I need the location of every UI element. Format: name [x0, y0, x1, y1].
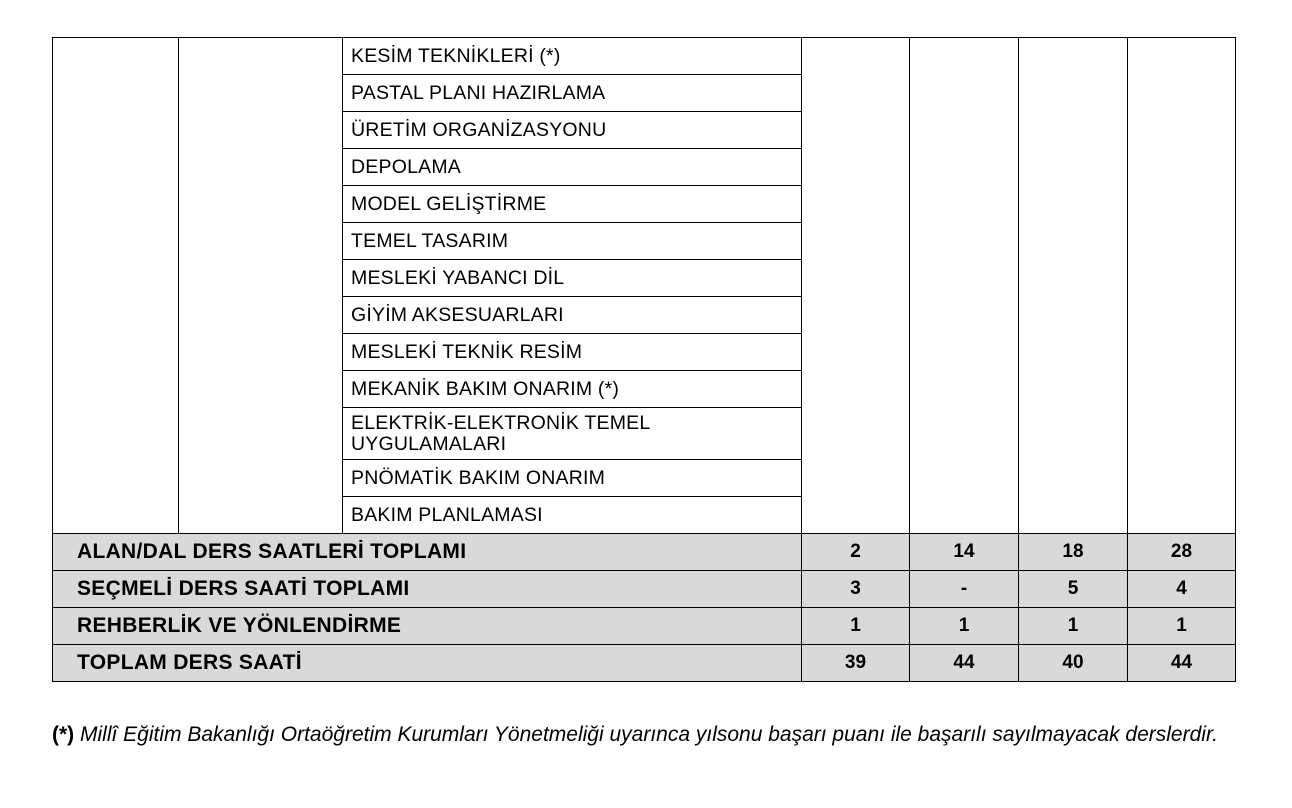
grade-11-hours-column [1019, 38, 1128, 534]
course-row [53, 38, 1236, 75]
total-value: 1 [1019, 608, 1128, 645]
total-label: SEÇMELİ DERS SAATİ TOPLAMI [53, 571, 802, 608]
total-value: 1 [802, 608, 910, 645]
course-name: MESLEKİ YABANCI DİL [343, 260, 802, 297]
total-value: 14 [910, 534, 1019, 571]
total-row-guidance [53, 608, 1236, 645]
grade-10-hours-column [910, 38, 1019, 534]
total-label: REHBERLİK VE YÖNLENDİRME [53, 608, 802, 645]
total-value: 39 [802, 645, 910, 682]
total-value: 1 [910, 608, 1019, 645]
course-name: TEMEL TASARIM [343, 223, 802, 260]
total-value: 18 [1019, 534, 1128, 571]
blank-column-1 [53, 38, 179, 534]
total-value: 44 [1128, 645, 1236, 682]
footnote-text: Millî Eğitim Bakanlığı Ortaöğretim Kurumları Yönetmeliği uyarınca yılsonu başarı puanı ile başarılı sayılmayacak derslerdir. [80, 723, 1218, 746]
total-value: 2 [802, 534, 910, 571]
total-value: 1 [1128, 608, 1236, 645]
curriculum-table [52, 37, 1236, 682]
footnote [52, 716, 1235, 753]
course-name: ÜRETİM ORGANİZASYONU [343, 112, 802, 149]
course-name: GİYİM AKSESUARLARI [343, 297, 802, 334]
course-name: MODEL GELİŞTİRME [343, 186, 802, 223]
course-name: MESLEKİ TEKNİK RESİM [343, 334, 802, 371]
total-value: 28 [1128, 534, 1236, 571]
total-row-field-hours [53, 534, 1236, 571]
total-value: 40 [1019, 645, 1128, 682]
total-value: 3 [802, 571, 910, 608]
total-value: - [910, 571, 1019, 608]
course-name: KESİM TEKNİKLERİ (*) [343, 38, 802, 75]
course-name: PNÖMATİK BAKIM ONARIM [343, 460, 802, 497]
total-row-elective-hours [53, 571, 1236, 608]
blank-column-2 [179, 38, 343, 534]
total-value: 44 [910, 645, 1019, 682]
footnote-mark: (*) [52, 723, 75, 746]
total-value: 5 [1019, 571, 1128, 608]
course-name: DEPOLAMA [343, 149, 802, 186]
course-name: MEKANİK BAKIM ONARIM (*) [343, 371, 802, 408]
total-row-overall [53, 645, 1236, 682]
grade-9-hours-column [802, 38, 910, 534]
total-value: 4 [1128, 571, 1236, 608]
grade-12-hours-column [1128, 38, 1236, 534]
course-name: PASTAL PLANI HAZIRLAMA [343, 75, 802, 112]
total-label: TOPLAM DERS SAATİ [53, 645, 802, 682]
total-label: ALAN/DAL DERS SAATLERİ TOPLAMI [53, 534, 802, 571]
course-name: ELEKTRİK-ELEKTRONİK TEMEL UYGULAMALARI [343, 408, 802, 460]
course-name: BAKIM PLANLAMASI [343, 497, 802, 534]
